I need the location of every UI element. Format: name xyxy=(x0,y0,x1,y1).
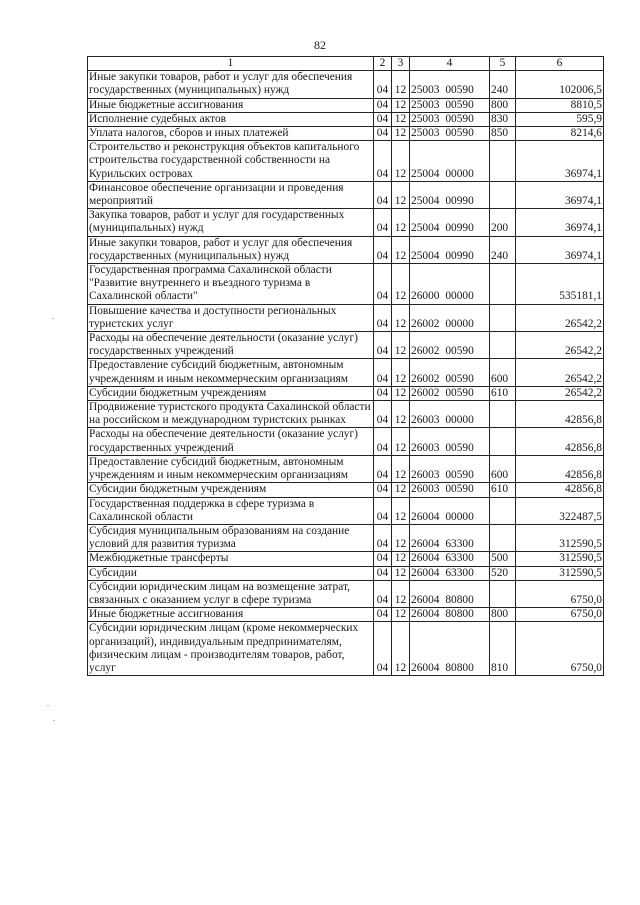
header-col-expense-type: 5 xyxy=(490,57,516,71)
row-name-cell: Предоставление субсидий бюджетным, автономным учреждениям и иным некоммерческим организациям xyxy=(88,359,374,386)
row-subsection-cell: 12 xyxy=(392,401,410,428)
row-amount-cell: 312590,5 xyxy=(516,552,604,566)
header-col-name: 1 xyxy=(88,57,374,71)
row-target-article-cell: 26002 00590 xyxy=(410,332,490,359)
table-row xyxy=(88,524,604,551)
row-amount-cell: 36974,1 xyxy=(516,236,604,263)
row-expense-type-cell xyxy=(490,580,516,607)
row-section-cell: 04 xyxy=(374,112,392,126)
row-name-cell: Повышение качества и доступности региональных туристских услуг xyxy=(88,304,374,331)
row-name-cell: Субсидии xyxy=(88,566,374,580)
row-subsection-cell: 12 xyxy=(392,141,410,182)
row-name-cell: Субсидии юридическим лицам на возмещение затрат, связанных с оказанием услуг в сфере туризма xyxy=(88,580,374,607)
page-number: 82 xyxy=(314,38,326,52)
table-row xyxy=(88,428,604,455)
table-row xyxy=(88,359,604,386)
row-name-cell: Иные бюджетные ассигнования xyxy=(88,608,374,622)
row-section-cell: 04 xyxy=(374,181,392,208)
table-row xyxy=(88,608,604,622)
row-target-article-cell: 26002 00590 xyxy=(410,386,490,400)
row-amount-cell: 42856,8 xyxy=(516,483,604,497)
row-name-cell: Предоставление субсидий бюджетным, автономным учреждениям и иным некоммерческим организациям xyxy=(88,455,374,482)
row-section-cell: 04 xyxy=(374,236,392,263)
row-amount-cell: 535181,1 xyxy=(516,264,604,305)
header-col-subsection: 3 xyxy=(392,57,410,71)
row-section-cell: 04 xyxy=(374,386,392,400)
header-col-amount: 6 xyxy=(516,57,604,71)
row-subsection-cell: 12 xyxy=(392,181,410,208)
scan-speck xyxy=(53,720,55,721)
row-section-cell: 04 xyxy=(374,304,392,331)
row-expense-type-cell: 200 xyxy=(490,209,516,236)
row-amount-cell: 36974,1 xyxy=(516,209,604,236)
row-section-cell: 04 xyxy=(374,71,392,98)
row-subsection-cell: 12 xyxy=(392,566,410,580)
row-amount-cell: 595,9 xyxy=(516,112,604,126)
row-amount-cell: 6750,0 xyxy=(516,608,604,622)
row-target-article-cell: 26004 63300 xyxy=(410,552,490,566)
row-expense-type-cell: 240 xyxy=(490,236,516,263)
table-row xyxy=(88,580,604,607)
row-expense-type-cell: 500 xyxy=(490,552,516,566)
row-section-cell: 04 xyxy=(374,127,392,141)
row-target-article-cell: 25004 00990 xyxy=(410,181,490,208)
row-target-article-cell: 25004 00990 xyxy=(410,209,490,236)
row-amount-cell: 312590,5 xyxy=(516,566,604,580)
row-target-article-cell: 26003 00590 xyxy=(410,428,490,455)
row-name-cell: Закупка товаров, работ и услуг для государственных (муниципальных) нужд xyxy=(88,209,374,236)
budget-table xyxy=(87,56,604,676)
row-name-cell: Государственная программа Сахалинской области "Развитие внутреннего и въездного туризма в Сахалинской области" xyxy=(88,264,374,305)
table-row xyxy=(88,181,604,208)
table-row xyxy=(88,483,604,497)
row-subsection-cell: 12 xyxy=(392,455,410,482)
row-section-cell: 04 xyxy=(374,141,392,182)
row-subsection-cell: 12 xyxy=(392,497,410,524)
row-amount-cell: 42856,8 xyxy=(516,455,604,482)
row-expense-type-cell xyxy=(490,141,516,182)
row-target-article-cell: 26004 80800 xyxy=(410,608,490,622)
row-expense-type-cell xyxy=(490,332,516,359)
row-subsection-cell: 12 xyxy=(392,98,410,112)
row-amount-cell: 36974,1 xyxy=(516,141,604,182)
row-section-cell: 04 xyxy=(374,608,392,622)
row-expense-type-cell: 810 xyxy=(490,622,516,676)
row-name-cell: Иные закупки товаров, работ и услуг для обеспечения государственных (муниципальных) нужд xyxy=(88,71,374,98)
row-expense-type-cell: 800 xyxy=(490,608,516,622)
row-target-article-cell: 26004 00000 xyxy=(410,497,490,524)
row-name-cell: Иные закупки товаров, работ и услуг для обеспечения государственных (муниципальных) нужд xyxy=(88,236,374,263)
row-amount-cell: 26542,2 xyxy=(516,386,604,400)
row-section-cell: 04 xyxy=(374,428,392,455)
row-target-article-cell: 26004 63300 xyxy=(410,566,490,580)
row-subsection-cell: 12 xyxy=(392,483,410,497)
row-section-cell: 04 xyxy=(374,98,392,112)
table-row xyxy=(88,264,604,305)
table-row xyxy=(88,236,604,263)
row-target-article-cell: 26004 80800 xyxy=(410,622,490,676)
row-subsection-cell: 12 xyxy=(392,304,410,331)
row-expense-type-cell xyxy=(490,401,516,428)
row-name-cell: Финансовое обеспечение организации и проведения мероприятий xyxy=(88,181,374,208)
row-target-article-cell: 26003 00590 xyxy=(410,455,490,482)
row-target-article-cell: 25003 00590 xyxy=(410,127,490,141)
row-amount-cell: 6750,0 xyxy=(516,580,604,607)
row-target-article-cell: 26003 00000 xyxy=(410,401,490,428)
row-amount-cell: 42856,8 xyxy=(516,428,604,455)
row-section-cell: 04 xyxy=(374,552,392,566)
table-row xyxy=(88,455,604,482)
row-name-cell: Межбюджетные трансферты xyxy=(88,552,374,566)
row-target-article-cell: 26004 80800 xyxy=(410,580,490,607)
table-row xyxy=(88,209,604,236)
row-name-cell: Иные бюджетные ассигнования xyxy=(88,98,374,112)
header-col-target-article: 4 xyxy=(410,57,490,71)
row-target-article-cell: 25003 00590 xyxy=(410,71,490,98)
row-target-article-cell: 25003 00590 xyxy=(410,98,490,112)
row-section-cell: 04 xyxy=(374,566,392,580)
table-row xyxy=(88,112,604,126)
row-section-cell: 04 xyxy=(374,209,392,236)
header-col-section: 2 xyxy=(374,57,392,71)
row-name-cell: Субсидия муниципальным образованиям на создание условий для развития туризма xyxy=(88,524,374,551)
table-row xyxy=(88,497,604,524)
row-subsection-cell: 12 xyxy=(392,236,410,263)
row-subsection-cell: 12 xyxy=(392,608,410,622)
row-target-article-cell: 25004 00990 xyxy=(410,236,490,263)
row-expense-type-cell: 800 xyxy=(490,98,516,112)
row-name-cell: Расходы на обеспечение деятельности (оказание услуг) государственных учреждений xyxy=(88,332,374,359)
row-amount-cell: 102006,5 xyxy=(516,71,604,98)
row-section-cell: 04 xyxy=(374,455,392,482)
scan-speck xyxy=(47,705,49,706)
row-amount-cell: 42856,8 xyxy=(516,401,604,428)
row-target-article-cell: 26002 00590 xyxy=(410,359,490,386)
table-row xyxy=(88,401,604,428)
row-section-cell: 04 xyxy=(374,497,392,524)
row-name-cell: Субсидии бюджетным учреждениям xyxy=(88,483,374,497)
table-row xyxy=(88,127,604,141)
row-subsection-cell: 12 xyxy=(392,209,410,236)
row-name-cell: Строительство и реконструкция объектов капитального строительства государственной собственности на Курильских островах xyxy=(88,141,374,182)
row-name-cell: Субсидии юридическим лицам (кроме некоммерческих организаций), индивидуальным предпринимателям, физическим лицам - производителям товаров, работ, услуг xyxy=(88,622,374,676)
row-subsection-cell: 12 xyxy=(392,622,410,676)
row-amount-cell: 312590,5 xyxy=(516,524,604,551)
row-amount-cell: 8810,5 xyxy=(516,98,604,112)
row-name-cell: Уплата налогов, сборов и иных платежей xyxy=(88,127,374,141)
row-amount-cell: 8214,6 xyxy=(516,127,604,141)
table-row xyxy=(88,566,604,580)
row-subsection-cell: 12 xyxy=(392,127,410,141)
row-expense-type-cell: 610 xyxy=(490,483,516,497)
scan-speck xyxy=(52,318,54,319)
row-subsection-cell: 12 xyxy=(392,112,410,126)
table-row xyxy=(88,386,604,400)
row-name-cell: Исполнение судебных актов xyxy=(88,112,374,126)
row-subsection-cell: 12 xyxy=(392,264,410,305)
row-target-article-cell: 26002 00000 xyxy=(410,304,490,331)
row-expense-type-cell: 600 xyxy=(490,455,516,482)
row-subsection-cell: 12 xyxy=(392,71,410,98)
row-section-cell: 04 xyxy=(374,332,392,359)
table-row xyxy=(88,552,604,566)
row-amount-cell: 6750,0 xyxy=(516,622,604,676)
row-name-cell: Расходы на обеспечение деятельности (оказание услуг) государственных учреждений xyxy=(88,428,374,455)
row-expense-type-cell: 610 xyxy=(490,386,516,400)
row-expense-type-cell: 850 xyxy=(490,127,516,141)
row-amount-cell: 26542,2 xyxy=(516,359,604,386)
row-name-cell: Государственная поддержка в сфере туризма в Сахалинской области xyxy=(88,497,374,524)
row-amount-cell: 26542,2 xyxy=(516,304,604,331)
row-subsection-cell: 12 xyxy=(392,428,410,455)
row-section-cell: 04 xyxy=(374,622,392,676)
table-row xyxy=(88,332,604,359)
row-subsection-cell: 12 xyxy=(392,386,410,400)
row-subsection-cell: 12 xyxy=(392,332,410,359)
row-target-article-cell: 26003 00590 xyxy=(410,483,490,497)
row-target-article-cell: 26000 00000 xyxy=(410,264,490,305)
table-row xyxy=(88,304,604,331)
row-expense-type-cell xyxy=(490,304,516,331)
header-row xyxy=(88,57,604,71)
row-subsection-cell: 12 xyxy=(392,524,410,551)
row-amount-cell: 26542,2 xyxy=(516,332,604,359)
row-section-cell: 04 xyxy=(374,401,392,428)
row-target-article-cell: 25004 00000 xyxy=(410,141,490,182)
row-section-cell: 04 xyxy=(374,580,392,607)
row-subsection-cell: 12 xyxy=(392,580,410,607)
table-row xyxy=(88,141,604,182)
row-expense-type-cell: 600 xyxy=(490,359,516,386)
row-name-cell: Субсидии бюджетным учреждениям xyxy=(88,386,374,400)
row-name-cell: Продвижение туристского продукта Сахалинской области на российском и международном туристских рынках xyxy=(88,401,374,428)
row-expense-type-cell xyxy=(490,497,516,524)
row-subsection-cell: 12 xyxy=(392,359,410,386)
row-expense-type-cell: 520 xyxy=(490,566,516,580)
row-expense-type-cell: 830 xyxy=(490,112,516,126)
row-amount-cell: 36974,1 xyxy=(516,181,604,208)
row-amount-cell: 322487,5 xyxy=(516,497,604,524)
row-section-cell: 04 xyxy=(374,483,392,497)
table-row xyxy=(88,98,604,112)
row-expense-type-cell xyxy=(490,181,516,208)
row-section-cell: 04 xyxy=(374,359,392,386)
row-expense-type-cell xyxy=(490,428,516,455)
row-target-article-cell: 26004 63300 xyxy=(410,524,490,551)
row-expense-type-cell xyxy=(490,524,516,551)
row-expense-type-cell xyxy=(490,264,516,305)
row-expense-type-cell: 240 xyxy=(490,71,516,98)
table-row xyxy=(88,622,604,676)
table-header xyxy=(88,57,604,71)
row-section-cell: 04 xyxy=(374,264,392,305)
row-section-cell: 04 xyxy=(374,524,392,551)
table-row xyxy=(88,71,604,98)
row-target-article-cell: 25003 00590 xyxy=(410,112,490,126)
row-subsection-cell: 12 xyxy=(392,552,410,566)
table-body xyxy=(88,71,604,676)
